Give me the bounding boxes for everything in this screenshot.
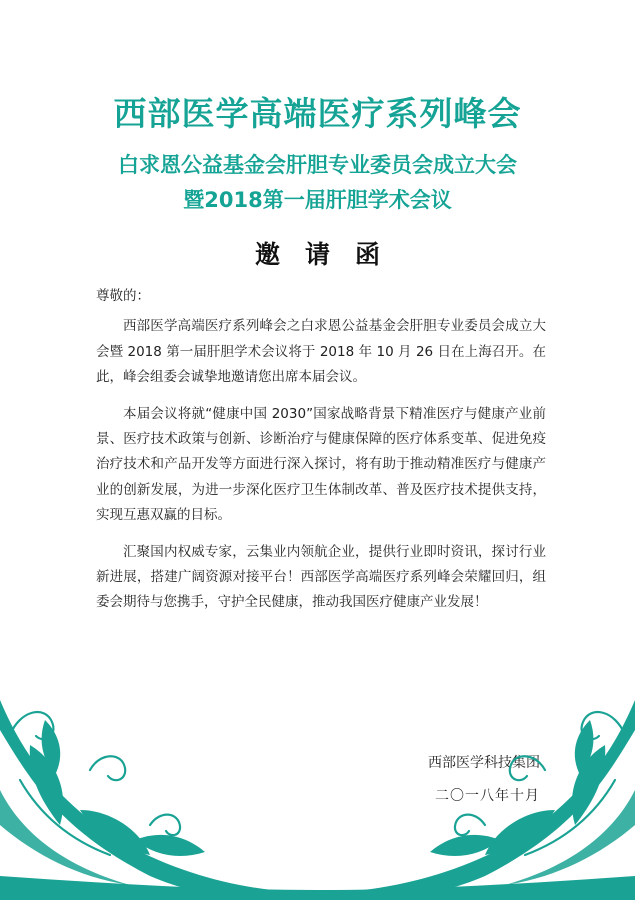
invitation-subtitle-line1: 白求恩公益基金会肝胆专业委员会成立大会 <box>118 153 517 177</box>
paragraph-3: 汇聚国内权威专家，云集业内领航企业，提供行业即时资讯，探讨行业新进展，搭建广阔资源对接平台！西部医学高端医疗系列峰会荣耀回归，组委会期待与您携手，守护全民健康，推动我国医疗健康产业发展！ <box>96 543 546 611</box>
invitation-title: 西部医学高端医疗系列峰会 <box>113 94 522 133</box>
signature-date: 二〇一八年十月 <box>435 788 540 804</box>
paragraph-1: 西部医学高端医疗系列峰会之白求恩公益基金会肝胆专业委员会成立大会暨 2018 第一届肝胆学术会议将于 2018 年 10 月 26 日在上海召开。在此，峰会组委会诚挚地邀请您出席本届会议。 <box>96 318 546 386</box>
paragraph-2: 本届会议将就“健康中国 2030”国家战略背景下精准医疗与健康产业前景、医疗技术政策与创新、诊断治疗与健康保障的医疗体系变革、促进免疫治疗技术和产品开发等方面进行深入探讨，将有助于推动精准医疗与健康产业的创新发展，为进一步深化医疗卫生体制改革、普及医疗技术提供支持，实现互惠双赢的目标。 <box>96 405 546 524</box>
invitation-heading: 邀 请 函 <box>254 240 380 269</box>
salutation: 尊敬的： <box>96 288 150 304</box>
floral-border-ornament <box>0 640 635 900</box>
letter-body <box>96 284 546 627</box>
signature-organization: 西部医学科技集团 <box>428 755 540 771</box>
invitation-subtitle-line2: 暨2018第一届肝胆学术会议 <box>183 188 452 212</box>
